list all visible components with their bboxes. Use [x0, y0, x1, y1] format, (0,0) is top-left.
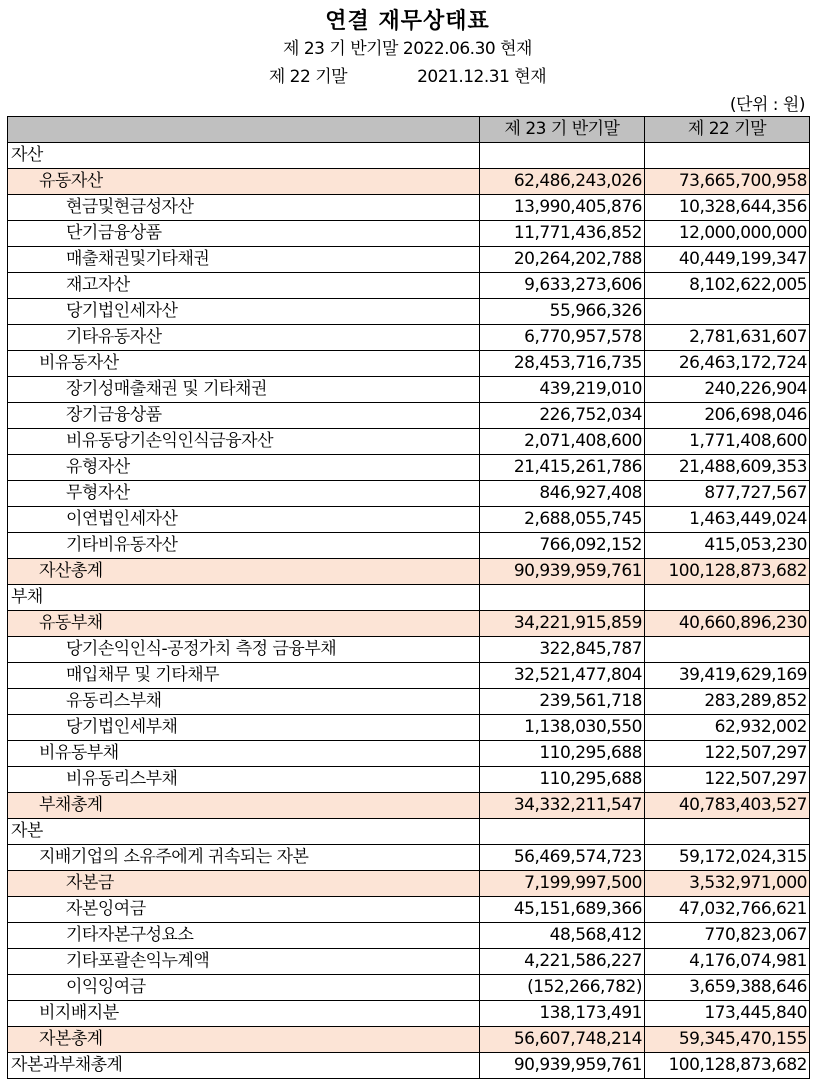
row-label: 자산 — [8, 143, 480, 169]
table-row — [8, 299, 810, 325]
table-row — [8, 195, 810, 221]
prior-period-value: 40,660,896,230 — [645, 611, 810, 637]
prior-period-value: 100,128,873,682 — [645, 1053, 810, 1079]
table-row — [8, 507, 810, 533]
current-period-value: 439,219,010 — [480, 377, 645, 403]
prior-period-value: 877,727,567 — [645, 481, 810, 507]
prior-period-value — [645, 585, 810, 611]
prior-period-value: 4,176,074,981 — [645, 949, 810, 975]
current-period-value: 34,221,915,859 — [480, 611, 645, 637]
statement-title: 연결 재무상태표 — [325, 9, 490, 34]
current-period-value: 110,295,688 — [480, 767, 645, 793]
row-label: 장기성매출채권 및 기타채권 — [8, 377, 480, 403]
prior-period-value: 12,000,000,000 — [645, 221, 810, 247]
table-row — [8, 923, 810, 949]
prior-period-line — [0, 62, 815, 87]
current-period-value: 1,138,030,550 — [480, 715, 645, 741]
prior-period-value: 59,172,024,315 — [645, 845, 810, 871]
current-period-value: 21,415,261,786 — [480, 455, 645, 481]
table-row — [8, 429, 810, 455]
prior-period-value: 47,032,766,621 — [645, 897, 810, 923]
table-row — [8, 819, 810, 845]
current-period-value: 55,966,326 — [480, 299, 645, 325]
prior-period-date: 2021.12.31 현재 — [417, 67, 547, 87]
current-period-value: 11,771,436,852 — [480, 221, 645, 247]
current-period-value — [480, 819, 645, 845]
prior-period-value: 40,449,199,347 — [645, 247, 810, 273]
prior-period-value: 1,771,408,600 — [645, 429, 810, 455]
table-row — [8, 767, 810, 793]
current-period-value: 2,688,055,745 — [480, 507, 645, 533]
table-row — [8, 481, 810, 507]
prior-period-value: 59,345,470,155 — [645, 1027, 810, 1053]
unit-label: (단위 : 원) — [729, 95, 805, 115]
current-period-value: 20,264,202,788 — [480, 247, 645, 273]
current-period-value: 110,295,688 — [480, 741, 645, 767]
current-period-value: 226,752,034 — [480, 403, 645, 429]
table-row — [8, 403, 810, 429]
current-period-value: 56,469,574,723 — [480, 845, 645, 871]
prior-period-value: 100,128,873,682 — [645, 559, 810, 585]
table-row — [8, 949, 810, 975]
row-label: 유동자산 — [8, 169, 480, 195]
column-header-current: 제 23 기 반기말 — [480, 117, 645, 143]
prior-period-value — [645, 299, 810, 325]
current-period-line: 제 23 기 반기말 2022.06.30 현재 — [283, 39, 532, 59]
current-period-value: 13,990,405,876 — [480, 195, 645, 221]
row-label: 이익잉여금 — [8, 975, 480, 1001]
table-row — [8, 325, 810, 351]
table-row — [8, 585, 810, 611]
table-row — [8, 143, 810, 169]
table-row — [8, 845, 810, 871]
prior-period-value: 283,289,852 — [645, 689, 810, 715]
prior-period-value: 10,328,644,356 — [645, 195, 810, 221]
row-label: 현금및현금성자산 — [8, 195, 480, 221]
row-label: 비유동자산 — [8, 351, 480, 377]
current-period-value — [480, 585, 645, 611]
row-label: 부채 — [8, 585, 480, 611]
row-label: 유형자산 — [8, 455, 480, 481]
table-row — [8, 611, 810, 637]
table-row — [8, 741, 810, 767]
prior-period-value: 2,781,631,607 — [645, 325, 810, 351]
prior-period-value: 26,463,172,724 — [645, 351, 810, 377]
current-period-value: 7,199,997,500 — [480, 871, 645, 897]
row-label: 기타유동자산 — [8, 325, 480, 351]
prior-period-value — [645, 819, 810, 845]
current-period-value: 322,845,787 — [480, 637, 645, 663]
prior-period-label: 제 22 기말 — [268, 67, 348, 87]
current-period-value: 34,332,211,547 — [480, 793, 645, 819]
table-row — [8, 1001, 810, 1027]
current-period-value: 239,561,718 — [480, 689, 645, 715]
row-label: 재고자산 — [8, 273, 480, 299]
current-period-value: 45,151,689,366 — [480, 897, 645, 923]
row-label: 매출채권및기타채권 — [8, 247, 480, 273]
row-label: 비유동당기손익인식금융자산 — [8, 429, 480, 455]
current-period-value: 4,221,586,227 — [480, 949, 645, 975]
prior-period-value: 1,463,449,024 — [645, 507, 810, 533]
row-label: 매입채무 및 기타채무 — [8, 663, 480, 689]
column-header-prior: 제 22 기말 — [645, 117, 810, 143]
current-period-value: 846,927,408 — [480, 481, 645, 507]
row-label: 단기금융상품 — [8, 221, 480, 247]
current-period-value: 28,453,716,735 — [480, 351, 645, 377]
table-row — [8, 559, 810, 585]
row-label: 유동부채 — [8, 611, 480, 637]
prior-period-value: 62,932,002 — [645, 715, 810, 741]
table-row — [8, 1027, 810, 1053]
table-row — [8, 897, 810, 923]
balance-sheet-table — [7, 116, 810, 1079]
table-row — [8, 273, 810, 299]
table-row — [8, 1053, 810, 1079]
row-label: 자본잉여금 — [8, 897, 480, 923]
prior-period-value: 21,488,609,353 — [645, 455, 810, 481]
prior-period-value: 122,507,297 — [645, 741, 810, 767]
current-period-value: 90,939,959,761 — [480, 559, 645, 585]
table-row — [8, 455, 810, 481]
row-label: 당기손익인식-공정가치 측정 금융부채 — [8, 637, 480, 663]
current-period-value: 9,633,273,606 — [480, 273, 645, 299]
table-row — [8, 715, 810, 741]
column-header-item — [8, 117, 480, 143]
table-row — [8, 377, 810, 403]
table-row — [8, 793, 810, 819]
current-period-value: 32,521,477,804 — [480, 663, 645, 689]
row-label: 기타포괄손익누계액 — [8, 949, 480, 975]
table-row — [8, 689, 810, 715]
row-label: 이연법인세자산 — [8, 507, 480, 533]
row-label: 자본 — [8, 819, 480, 845]
row-label: 기타자본구성요소 — [8, 923, 480, 949]
current-period-value: (152,266,782) — [480, 975, 645, 1001]
prior-period-value: 8,102,622,005 — [645, 273, 810, 299]
current-period-value: 48,568,412 — [480, 923, 645, 949]
table-row — [8, 169, 810, 195]
row-label: 자본과부채총계 — [8, 1053, 480, 1079]
table-row — [8, 663, 810, 689]
row-label: 장기금융상품 — [8, 403, 480, 429]
prior-period-value: 39,419,629,169 — [645, 663, 810, 689]
current-period-value: 138,173,491 — [480, 1001, 645, 1027]
prior-period-value — [645, 143, 810, 169]
row-label: 자산총계 — [8, 559, 480, 585]
table-row — [8, 975, 810, 1001]
table-row — [8, 637, 810, 663]
prior-period-value: 40,783,403,527 — [645, 793, 810, 819]
prior-period-value: 73,665,700,958 — [645, 169, 810, 195]
table-header-row — [8, 117, 810, 143]
table-row — [8, 247, 810, 273]
prior-period-value: 122,507,297 — [645, 767, 810, 793]
prior-period-value: 770,823,067 — [645, 923, 810, 949]
prior-period-value — [645, 637, 810, 663]
current-period-value: 2,071,408,600 — [480, 429, 645, 455]
row-label: 자본총계 — [8, 1027, 480, 1053]
row-label: 유동리스부채 — [8, 689, 480, 715]
current-period-value: 6,770,957,578 — [480, 325, 645, 351]
row-label: 무형자산 — [8, 481, 480, 507]
row-label: 당기법인세부채 — [8, 715, 480, 741]
current-period-value: 90,939,959,761 — [480, 1053, 645, 1079]
row-label: 지배기업의 소유주에게 귀속되는 자본 — [8, 845, 480, 871]
row-label: 비유동부채 — [8, 741, 480, 767]
current-period-value: 766,092,152 — [480, 533, 645, 559]
table-row — [8, 871, 810, 897]
row-label: 비지배지분 — [8, 1001, 480, 1027]
table-row — [8, 533, 810, 559]
row-label: 비유동리스부채 — [8, 767, 480, 793]
table-row — [8, 221, 810, 247]
row-label: 기타비유동자산 — [8, 533, 480, 559]
prior-period-value: 240,226,904 — [645, 377, 810, 403]
prior-period-value: 415,053,230 — [645, 533, 810, 559]
prior-period-value: 173,445,840 — [645, 1001, 810, 1027]
row-label: 부채총계 — [8, 793, 480, 819]
prior-period-value: 3,659,388,646 — [645, 975, 810, 1001]
prior-period-value: 3,532,971,000 — [645, 871, 810, 897]
current-period-value — [480, 143, 645, 169]
table-body — [8, 143, 810, 1079]
current-period-value: 56,607,748,214 — [480, 1027, 645, 1053]
row-label: 자본금 — [8, 871, 480, 897]
current-period-value: 62,486,243,026 — [480, 169, 645, 195]
row-label: 당기법인세자산 — [8, 299, 480, 325]
table-row — [8, 351, 810, 377]
prior-period-value: 206,698,046 — [645, 403, 810, 429]
